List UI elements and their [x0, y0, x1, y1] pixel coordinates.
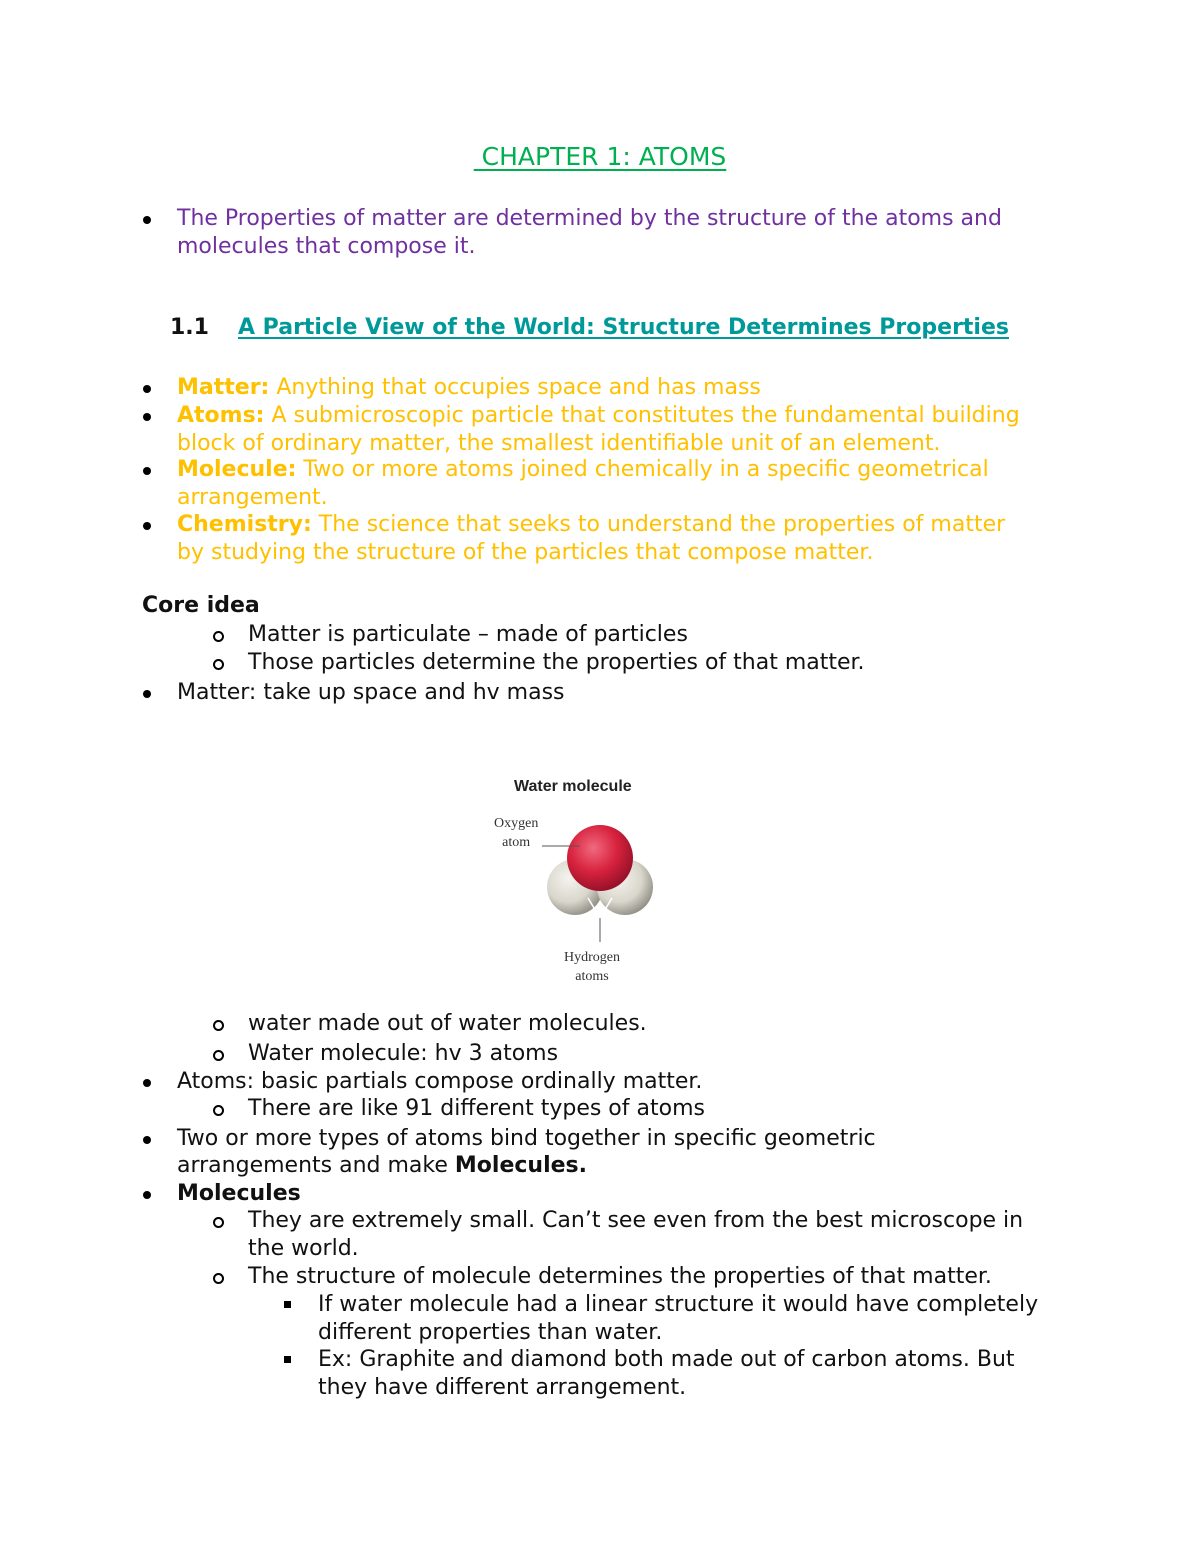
section-number: 1.1 — [170, 315, 209, 340]
core-idea-heading: Core idea — [142, 593, 260, 618]
definition-text-cont: by studying the structure of the particles that compose matter. — [177, 540, 874, 565]
intro-text: The Properties of matter are determined by the structure of the atoms and — [177, 206, 1002, 231]
bullet-square — [284, 1301, 291, 1308]
bullet-square — [284, 1356, 291, 1363]
bullet-dot — [143, 522, 151, 530]
bullet-ring — [213, 1020, 224, 1031]
figure-title: Water molecule — [514, 778, 632, 795]
bullet-ring — [213, 1273, 224, 1284]
oxygen-atom — [567, 825, 633, 891]
hydrogen-label: Hydrogen atoms — [564, 950, 620, 984]
term: Chemistry: — [177, 512, 312, 537]
water-molecule-figure — [480, 770, 720, 1000]
chapter-title: CHAPTER 1: ATOMS — [473, 142, 727, 171]
definition-text: The science that seeks to understand the properties of matter — [311, 512, 1006, 537]
term: Molecule: — [177, 457, 297, 482]
definition-text-cont: block of ordinary matter, the smallest identifiable unit of an element. — [177, 431, 941, 456]
bullet-dot — [143, 1136, 151, 1144]
intro-text-cont: molecules that compose it. — [177, 234, 476, 259]
definition-text-cont: arrangement. — [177, 485, 328, 510]
bullet-dot — [143, 413, 151, 421]
bullet-dot — [143, 1079, 151, 1087]
term: Matter: — [177, 375, 270, 400]
bullet-ring — [213, 1217, 224, 1228]
definition-text: Anything that occupies space and has mass — [269, 375, 761, 400]
bullet-dot — [143, 467, 151, 475]
term: Atoms: — [177, 403, 265, 428]
section-title: A Particle View of the World: Structure Determines Properties — [238, 315, 1009, 340]
bullet-ring — [213, 1105, 224, 1116]
oxygen-label: Oxygen atom — [494, 816, 539, 850]
bullet-dot — [143, 216, 151, 224]
bullet-dot — [143, 385, 151, 393]
bullet-ring — [213, 631, 224, 642]
bullet-dot — [143, 690, 151, 698]
bullet-dot — [143, 1191, 151, 1199]
definition-text: Two or more atoms joined chemically in a specific geometrical — [296, 457, 989, 482]
bullet-ring — [213, 1050, 224, 1061]
bullet-ring — [213, 659, 224, 670]
definition-text: A submicroscopic particle that constitutes the fundamental building — [264, 403, 1020, 428]
document-page: CHAPTER 1: ATOMS The Properties of matter are determined by the structure of the atoms and molecules that compose it. 1.1 A Particle View of the World: Structure Determines Properties Matter: Anything that occupies space and has mass Atoms: A submicroscopic particle that constitutes the fundamental building block of ordinary matter, the smallest identifiable unit of an element. Molecule: Two or more atoms joined chemically in a specific geometrical arrangement. Chemistry: The science that seeks to understand the properties of matter by studying the structure of the particles that compose matter. Core idea Matter is particulate – made of particles Those particles determine the properties of that matter. Matter: take up space and hv mass Water molecule Oxygen atom Hydrogen atoms water made out of water molecules. Water molecule: hv 3 atoms Atoms: basic partials compose ordinally matter. There are like 91 different types of atoms Two or more types of atoms bind together in specific geometric arrangements and make Molecules. Molecules They are extremely small. Can’t see even from the best microscope in the world. The structure of molecule determines the properties of that matter. If water molecule had a linear structure it would have completely different properties than water. Ex: Graphite and diamond both made out of carbon atoms. But they have different arrangement. — [0, 0, 1200, 1553]
